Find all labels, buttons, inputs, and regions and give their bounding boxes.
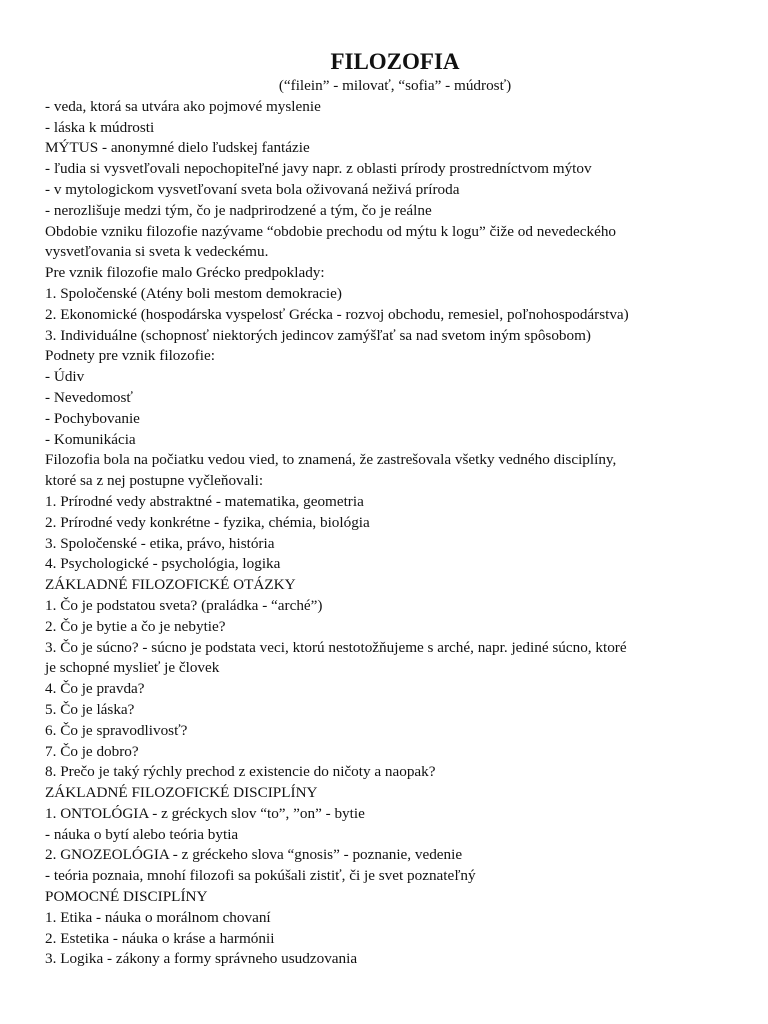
text-line: 3. Individuálne (schopnosť niektorých jedincov zamýšľať sa nad svetom iným spôsobom) [45,326,591,344]
text-line: 3. Logika - zákony a formy správneho usudzovania [45,950,358,968]
text-line: Pre vznik filozofie malo Grécko predpoklady: [45,264,325,282]
text-line: 2. GNOZEOLÓGIA - z gréckeho slova “gnosis” - poznanie, vedenie [45,846,463,864]
text-line: 5. Čo je láska? [45,700,135,718]
document-page [45,48,745,970]
text-line: ZÁKLADNÉ FILOZOFICKÉ OTÁZKY [45,576,296,594]
text-line: - nerozlišuje medzi tým, čo je nadprirodzené a tým, čo je reálne [45,201,432,219]
text-line: 2. Estetika - náuka o kráse a harmónii [45,929,275,947]
text-line: 4. Psychologické - psychológia, logika [45,555,281,573]
text-line: - náuka o bytí alebo teória bytia [45,825,239,843]
text-line: 1. Prírodné vedy abstraktné - matematika, geometria [45,492,364,510]
text-line: 6. Čo je spravodlivosť? [45,721,188,739]
text-line: - ľudia si vysvetľovali nepochopiteľné javy napr. z oblasti prírody prostredníctvom mýtov [45,160,592,178]
text-line: - teória poznaia, mnohí filozofi sa pokúšali zistiť, či je svet poznateľný [45,867,476,885]
text-line: POMOCNÉ DISCIPLÍNY [45,888,208,906]
text-line: - Nevedomosť [45,388,133,406]
text-line: 2. Prírodné vedy konkrétne - fyzika, chémia, biológia [45,513,370,531]
text-line: ktoré sa z nej postupne vyčleňovali: [45,472,264,490]
text-line: - láska k múdrosti [45,118,155,136]
text-line: je schopné myslieť je človek [45,659,220,677]
document-body [45,97,745,970]
text-line: Filozofia bola na počiatku vedou vied, to znamená, že zastrešovala všetky vedného disciplíny, [45,451,617,469]
text-line: vysvetľovania si sveta k vedeckému. [45,243,269,261]
page-title: FILOZOFIA [330,49,460,74]
text-line: - Údiv [45,368,85,386]
text-line: 3. Čo je súcno? - súcno je podstata veci, ktorú nestotožňujeme s arché, napr. jediné súcno, ktoré [45,638,627,656]
text-line: 1. ONTOLÓGIA - z gréckych slov “to”, ”on” - bytie [45,804,365,822]
page-subtitle: (“filein” - milovať, “sofia” - múdrosť) [278,77,512,94]
text-line: Obdobie vzniku filozofie nazývame “obdobie prechodu od mýtu k logu” čiže od nevedeckého [45,222,617,240]
text-line: 7. Čo je dobro? [45,742,139,760]
text-line: - Pochybovanie [45,409,140,427]
text-line: 8. Prečo je taký rýchly prechod z existencie do ničoty a naopak? [45,763,436,781]
text-line: 1. Etika - náuka o morálnom chovaní [45,908,271,926]
text-line: 4. Čo je pravda? [45,680,145,698]
text-line: - v mytologickom vysvetľovaní sveta bola oživovaná neživá príroda [45,180,460,198]
text-line: 1. Spoločenské (Atény boli mestom demokracie) [45,284,342,302]
text-line: Podnety pre vznik filozofie: [45,347,215,365]
text-line: 1. Čo je podstatou sveta? (praládka - “arché”) [45,596,323,614]
text-line: - veda, ktorá sa utvára ako pojmové myslenie [45,97,321,115]
text-line: 3. Spoločenské - etika, právo, história [45,534,275,552]
text-line: - Komunikácia [45,430,136,448]
text-line: MÝTUS - anonymné dielo ľudskej fantázie [45,139,310,157]
text-line: 2. Čo je bytie a čo je nebytie? [45,617,226,635]
text-line: ZÁKLADNÉ FILOZOFICKÉ DISCIPLÍNY [45,784,318,802]
text-line: 2. Ekonomické (hospodárska vyspelosť Grécka - rozvoj obchodu, remesiel, poľnohospodárstva) [45,305,629,323]
